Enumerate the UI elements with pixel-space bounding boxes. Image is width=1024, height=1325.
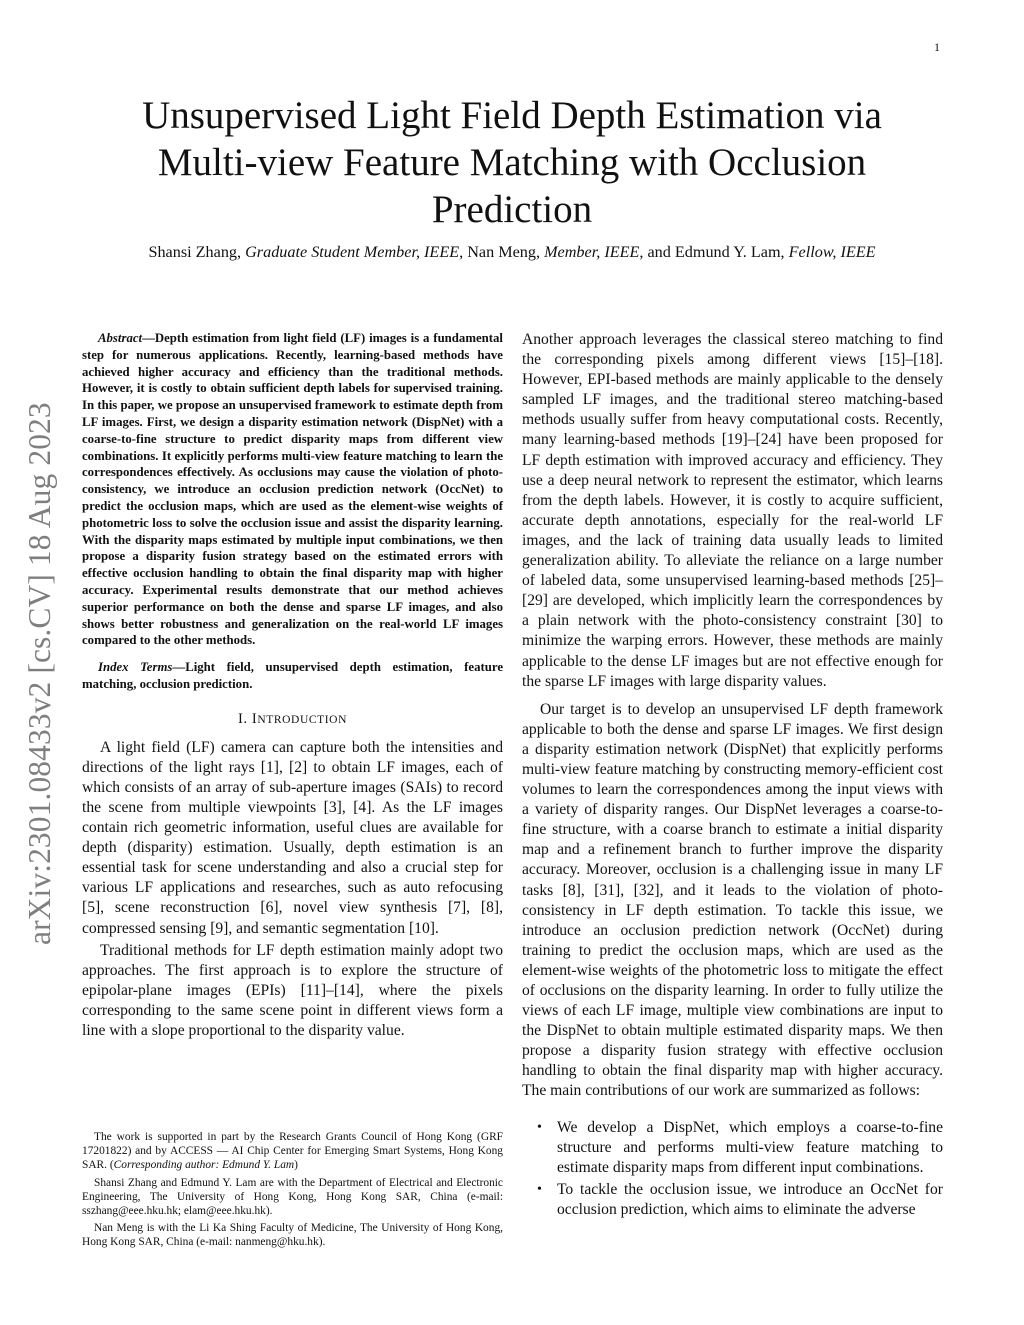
list-item (537, 1180, 943, 1220)
right-column (522, 330, 943, 1222)
author-2-name: , Nan Meng, (459, 243, 545, 261)
footnote-corresponding-author: Corresponding author: Edmund Y. Lam (113, 1159, 295, 1172)
author-list (70, 243, 954, 262)
section-number: I. I (238, 710, 258, 727)
author-3-name: , and Edmund Y. Lam, (639, 243, 789, 261)
abstract-text: —Depth estimation from light field (LF) images is a fundamental step for numerous applications. Recently, learning-based methods have achieved higher accuracy and efficiency than the traditional methods. However, it is costly to obtain sufficient depth labels for supervised training. In this paper, we propose an unsupervised framework to estimate depth from LF images. First, we design a disparity estimation network (DispNet) with a coarse-to-fine structure to predict disparity maps from different view combinations. It explicitly performs multi-view feature matching to learn the correspondences effectively. As occlusions may cause the violation of photo-consistency, we introduce an occlusion prediction network (OccNet) to predict the occlusion maps, which are used as the element-wise weights of photometric loss to solve the occlusion issue and assist the disparity learning. With the disparity maps estimated by multiple input combinations, we then propose a disparity fusion strategy based on the estimated errors with effective occlusion handling to obtain the final disparity map with higher accuracy. Experimental results demonstrate that our method achieves superior performance on both the dense and sparse LF images, and also shows better robustness and generalization on the real-world LF images compared to the other methods. (82, 331, 503, 648)
footnote-funding-text: The work is supported in part by the Research Grants Council of Hong Kong (GRF 17201822) and by ACCESS — AI Chip Center for Emerging Smart Systems, Hong Kong SAR. ( (82, 1131, 503, 1172)
contribution-text: To tackle the occlusion issue, we introduce an OccNet for occlusion prediction, which aims to eliminate the adverse (557, 1180, 943, 1218)
footnotes (82, 1130, 503, 1253)
intro-paragraph: A light field (LF) camera can capture both the intensities and directions of the light rays [1], [2] to obtain LF images, each of which consists of an array of sub-aperture images (SAIs) to record the scene from multiple viewpoints [3], [4]. As the LF images contain rich geometric information, useful clues are available for depth (disparity) estimation. Usually, depth estimation is an essential task for scene understanding and also a crucial step for various LF applications and researches, such as auto refocusing [5], scene reconstruction [6], novel view synthesis [7], [8], compressed sensing [9], and semantic segmentation [10]. (82, 738, 503, 937)
abstract (82, 330, 503, 649)
list-item (537, 1118, 943, 1178)
index-terms-text: —Light field, unsupervised depth estimation, feature matching, occlusion prediction. (82, 660, 503, 691)
bullet-icon: • (537, 1181, 542, 1197)
author-1-name: Shansi Zhang, (148, 243, 246, 261)
page-number: 1 (934, 40, 940, 54)
footnote-affiliation-2: Nan Meng is with the Li Ka Shing Faculty of Medicine, The University of Hong Kong, Hong Kong SAR, China (e-mail: nanmeng@hku.hk). (82, 1222, 503, 1249)
section-title: NTRODUCTION (257, 713, 347, 726)
contribution-text: We develop a DispNet, which employs a coarse-to-fine structure and performs multi-view feature matching to estimate disparity maps from different input combinations. (557, 1118, 943, 1176)
author-1-role: Graduate Student Member, IEEE (245, 243, 460, 261)
section-heading-introduction (82, 711, 503, 728)
bullet-icon: • (537, 1119, 542, 1135)
left-column (82, 330, 503, 1041)
footnote-close-paren: ) (294, 1159, 298, 1172)
author-3-role: Fellow, IEEE (788, 243, 876, 261)
index-terms-label: Index Terms (98, 660, 173, 675)
contributions-list (522, 1118, 943, 1220)
body-paragraph: Our target is to develop an unsupervised LF depth framework applicable to both the dense and sparse LF images. We first design a disparity estimation network (DispNet) that explicitly performs multi-view feature matching by constructing memory-efficient cost volumes to learn the correspondences among the input views with a variety of disparity ranges. Our DispNet leverages a coarse-to-fine structure, with a coarse branch to estimate a initial disparity map and a refinement branch to further improve the disparity accuracy. Moreover, occlusion is a challenging issue in many LF tasks [8], [31], [32], and it leads to the violation of photo-consistency in LF depth estimation. To tackle this issue, we introduce an occlusion prediction network (OccNet) during training to predict the occlusion maps, which are used as the element-wise weights of the photometric loss to mitigate the effect of occlusions on the disparity learning. In order to fully utilize the views of each LF image, multiple view combinations are input to the DispNet to obtain multiple estimated disparity maps. We then propose a disparity fusion strategy with effective occlusion handling to obtain the final disparity map with higher accuracy. The main contributions of our work are summarized as follows: (522, 700, 943, 1100)
abstract-label: Abstract (98, 331, 143, 345)
footnote-funding (82, 1130, 503, 1173)
arxiv-identifier-stamp[interactable]: arXiv:2301.08433v2 [cs.CV] 18 Aug 2023 (22, 402, 57, 945)
footnote-affiliation-1: Shansi Zhang and Edmund Y. Lam are with the Department of Electrical and Electronic Engineering, The University of Hong Kong, Hong Kong SAR, China (e-mail: sszhang@eee.hku.hk; elam@eee.hku.hk). (82, 1176, 503, 1218)
body-paragraph: Another approach leverages the classical stereo matching to find the corresponding pixels among different views [15]–[18]. However, EPI-based methods are mainly applicable to the densely sampled LF images, and the traditional stereo matching-based methods usually suffer from heavy computational costs. Recently, many learning-based methods [19]–[24] have been proposed for LF depth estimation with improved accuracy and efficiency. They use a deep neural network to represent the estimator, which learns from the depth labels. However, it is costly to acquire sufficient, accurate depth annotations, especially for the real-world LF images, and the lack of training data usually leads to limited generalization ability. To alleviate the reliance on a large number of labeled data, some unsupervised learning-based methods [25]–[29] are developed, which implicitly learn the correspondences by a plain network with the photo-consistency constraint [30] to minimize the warping errors. However, these methods are mainly applicable to the dense LF images but are not effective enough for the sparse LF images with large disparity values. (522, 331, 943, 690)
author-2-role: Member, IEEE (544, 243, 640, 261)
intro-paragraph: Traditional methods for LF depth estimation mainly adopt two approaches. The first approach is to explore the structure of epipolar-plane images (EPIs) [11]–[14], where the pixels corresponding to the same scene point in different views form a line with a slope proportional to the disparity value. (82, 941, 503, 1040)
paper-title: Unsupervised Light Field Depth Estimation via Multi-view Feature Matching with Occlusion Prediction (142, 94, 882, 231)
index-terms (82, 659, 503, 693)
